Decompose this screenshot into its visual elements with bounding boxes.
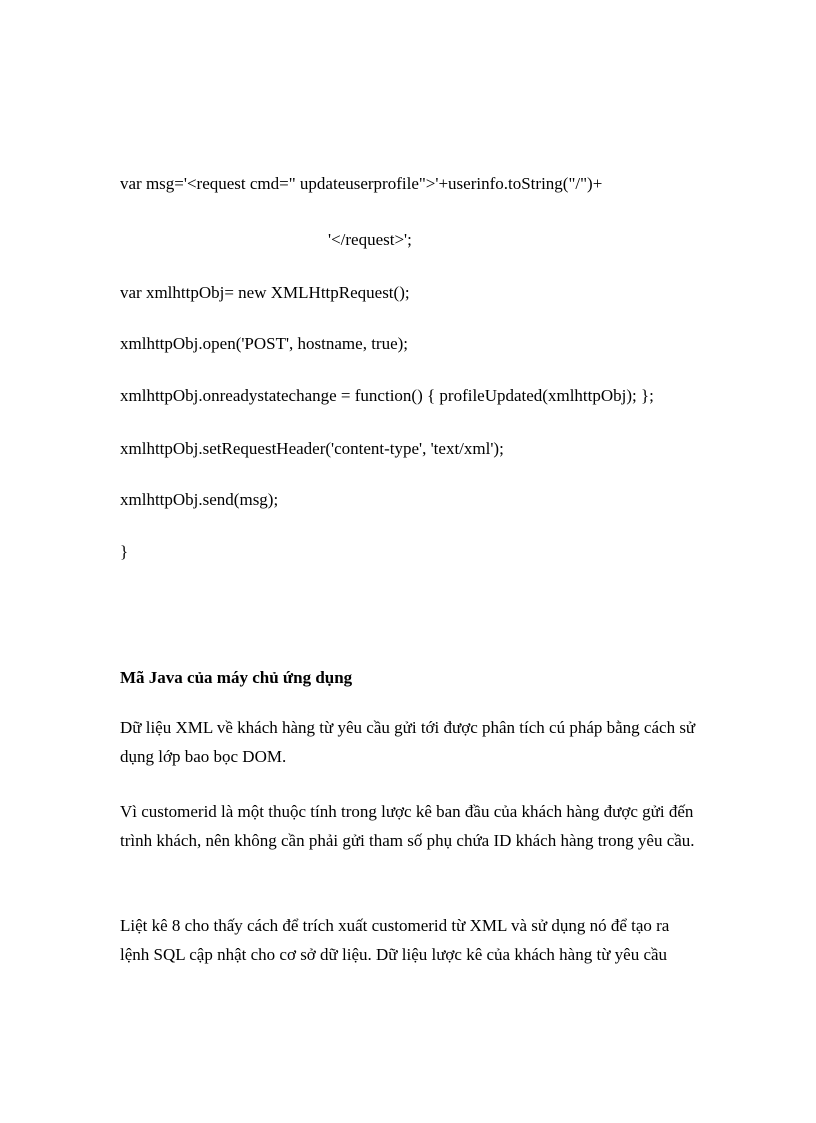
code-line-set-request-header: xmlhttpObj.setRequestHeader('content-type', 'text/xml'); — [120, 439, 504, 458]
code-line-request-close: '</request>'; — [328, 230, 412, 249]
code-line-xmlhttp-new: var xmlhttpObj= new XMLHttpRequest(); — [120, 283, 410, 302]
paragraph-customerid: Vì customerid là một thuộc tính trong lược kê ban đầu của khách hàng được gửi đến trình khách, nên không cần phải gửi tham số phụ chứa ID khách hàng trong yêu cầu. — [120, 802, 695, 850]
paragraph-listing-8: Liệt kê 8 cho thấy cách để trích xuất customerid từ XML và sử dụng nó để tạo ra lệnh SQL cập nhật cho cơ sở dữ liệu. Dữ liệu lược kê của khách hàng từ yêu cầu — [120, 916, 670, 964]
paragraph-dom-wrapper: Dữ liệu XML về khách hàng từ yêu cầu gửi tới được phân tích cú pháp bằng cách sử dụng lớp bao bọc DOM. — [120, 718, 696, 766]
code-line-onreadystatechange: xmlhttpObj.onreadystatechange = function() { profileUpdated(xmlhttpObj); }; — [120, 386, 654, 405]
code-line-open: xmlhttpObj.open('POST', hostname, true); — [120, 334, 409, 353]
code-line-closing-brace: } — [120, 542, 129, 561]
code-line-send: xmlhttpObj.send(msg); — [120, 490, 279, 509]
code-line-msg: var msg='<request cmd=" updateuserprofile">'+userinfo.toString("/")+ — [120, 174, 603, 193]
section-heading: Mã Java của máy chủ ứng dụng — [120, 668, 353, 687]
